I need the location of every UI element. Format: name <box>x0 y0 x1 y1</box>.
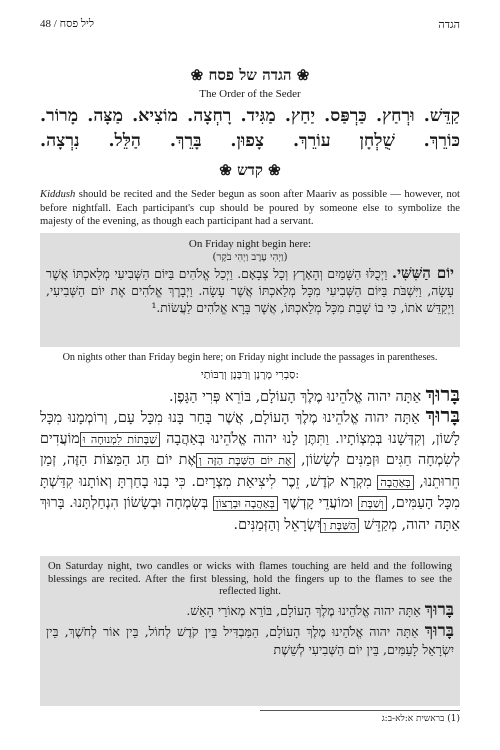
sabbath-insert: בְּאַהֲבָה וּבְרָצוֹן <box>213 496 278 511</box>
sabbath-insert: וְשַׁבָּת <box>358 496 387 511</box>
page-subtitle: The Order of the Seder <box>199 88 301 100</box>
sabbath-insert: בְּאַהֲבָה <box>377 475 413 490</box>
section-heading: ❀ קדש ❀ <box>219 161 281 179</box>
sabbath-insert: שַׁבָּתוֹת לִמְנוּחָה וּ <box>80 432 160 447</box>
kiddush-instructions: Kiddush should be recited and the Seder begun as soon after Maariv as possible — however, not before nightfall. Each participant's cup should be poured by someone else to symbolize the majesty of the evening, as though each participant had a servant. <box>40 189 460 227</box>
friday-passage: יוֹם הַשִּׁשִּׁי. וַיְכֻלּוּ הַשָּׁמַיִם וְהָאָרֶץ וְכָל צְבָאָם. וַיְכַל אֱלֹהִים בַּיּוֹם הַשְּׁבִיעִי מְלַאכְתּוֹ אֲשֶׁר עָשָׂה, וַיִּשְׁבֹּת בַּיּוֹם הַשְּׁבִיעִי מִכָּל מְלַאכְתּוֹ אֲשֶׁר עָשָׂה. וַיְבָרֶךְ אֱלֹהִים אֶת יוֹם הַשְּׁבִיעִי, וַיְקַדֵּשׁ אֹתוֹ, כִּי בוֹ שָׁבַת מִכָּל מְלַאכְתּוֹ, אֲשֶׁר בָּרָא אֱלֹהִים לַעֲשׂוֹת.¹ <box>46 264 454 315</box>
saturday-note: On Saturday night, two candles or wicks with flames touching are held and the following blessings are recited. After the first blessing, hold the fingers up to the flames to see the reflected light. <box>48 561 452 597</box>
friday-note: On Friday night begin here: <box>188 238 312 250</box>
havdalah-blessing: בָּרוּךְ אַתָּה יהוה אֱלֹהֵינוּ מֶלֶךְ הָעוֹלָם, הַמַּבְדִּיל בֵּין קֹדֶשׁ לְחוֹל, בֵּין אוֹר לְחֹשֶׁךְ, בֵּין יִשְׂרָאֵל לָעַמִּים, בֵּין יוֹם הַשְּׁבִיעִי לְשֵׁשֶׁת <box>46 620 454 657</box>
book-title: הגדה <box>438 18 460 31</box>
ornament-icon: ❀ <box>219 161 238 179</box>
seder-order: קַדֵּשׁ. וּרְחַץ. כַּרְפַּס. יַחַץ. מַגִּיד. רָחְצָה. מוֹצִיא. מַצָּה. מָרוֹר. כּוֹרֵךְ. שֻׁלְחָן עוֹרֵךְ. צָפוּן. בָּרֵךְ. הַלֵּל. נִרְצָה. <box>40 106 460 151</box>
friday-subnote: (וַיְהִי עֶרֶב וַיְהִי בֹקֶר) <box>212 252 288 263</box>
footnote-divider <box>260 710 460 711</box>
saturday-night-box <box>40 556 460 706</box>
page-header <box>40 18 460 34</box>
footnote: (1) בראשית א:לא-ב:ג <box>381 714 460 724</box>
kiddush-blessing: בָּרוּךְ אַתָּה יהוה אֱלֹהֵינוּ מֶלֶךְ הָעוֹלָם, אֲשֶׁר בָּחַר בָּנוּ מִכָּל עָם, וְרוֹמְמָנוּ מִכָּל לָשׁוֹן, וְקִדְּשָׁנוּ בְּמִצְוֹתָיו. וַתִּתֶּן לָנוּ יהוה אֱלֹהֵינוּ בְּאַהֲבָה שַׁבָּתוֹת לִמְנוּחָה וּמוֹעֲדִים לְשִׂמְחָה חַגִּים וּזְמַנִּים לְשָׂשׂוֹן, אֶת יוֹם הַשַּׁבָּת הַזֶּה וְאֶת יוֹם חַג הַמַּצּוֹת הַזֶּה, זְמַן חֵרוּתֵנוּ, בְּאַהֲבָה מִקְרָא קֹדֶשׁ, זֵכֶר לִיצִיאַת מִצְרָיִם. כִּי בָנוּ בָחַרְתָּ וְאוֹתָנוּ קִדַּשְׁתָּ מִכָּל הָעַמִּים, וְשַׁבָּת וּמוֹעֲדֵי קָדְשֶׁךָ בְּאַהֲבָה וּבְרָצוֹן בְּשִׂמְחָה וּבְשָׂשׂוֹן הִנְחַלְתָּנוּ. בָּרוּךְ אַתָּה יהוה, מְקַדֵּשׁ הַשַּׁבָּת וְיִשְׂרָאֵל וְהַזְּמַנִּים. <box>40 403 461 533</box>
savri-line: סַבְרִי מָרָנָן וְרַבָּנָן וְרַבּוֹתַי: <box>200 368 300 381</box>
wine-blessing: בָּרוּךְ אַתָּה יהוה אֱלֹהֵינוּ מֶלֶךְ הָעוֹלָם, בּוֹרֵא פְּרִי הַגָּפֶן. <box>168 382 460 406</box>
friday-night-box <box>40 233 460 347</box>
ornament-icon: ❀ <box>262 161 281 179</box>
page-reference: 48 / ליל פסח <box>40 18 95 30</box>
sabbath-insert: אֶת יוֹם הַשַּׁבָּת הַזֶּה וְ <box>196 453 295 468</box>
ornament-icon: ❀ <box>291 66 310 84</box>
fire-blessing: בָּרוּךְ אַתָּה יהוה אֱלֹהֵינוּ מֶלֶךְ הָעוֹלָם, בּוֹרֵא מְאוֹרֵי הָאֵשׁ. <box>186 599 454 620</box>
sabbath-insert: הַשַּׁבָּת וְ <box>320 518 359 533</box>
ornament-icon: ❀ <box>190 66 209 84</box>
other-nights-note: On nights other than Friday begin here; on Friday night include the passages in parentheses. <box>62 352 438 363</box>
page-title: ❀ הגדה של פסח ❀ <box>190 66 310 84</box>
